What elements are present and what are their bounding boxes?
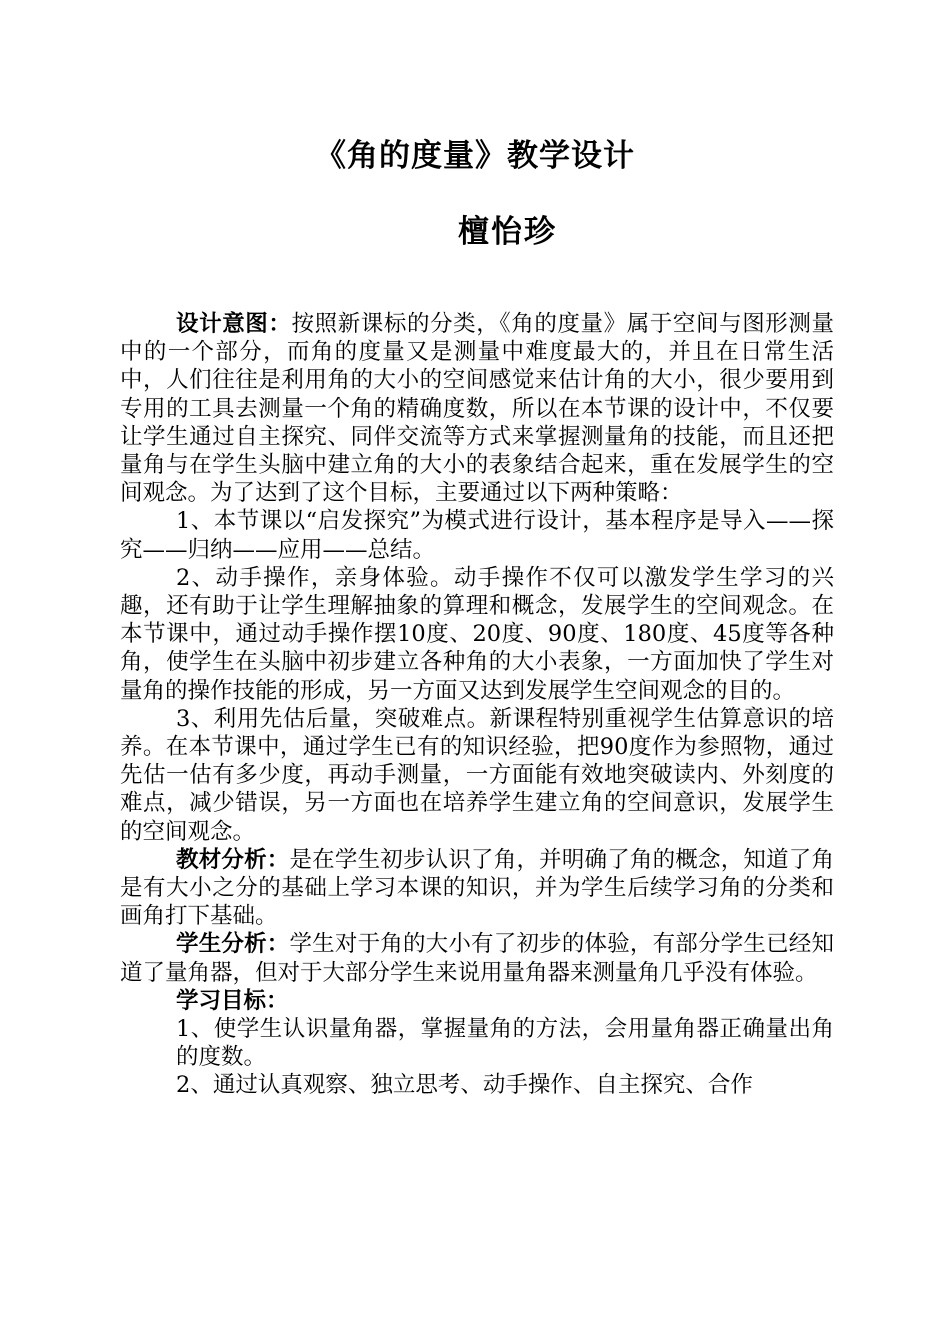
student-analysis-paragraph: [120, 930, 834, 986]
design-intent-label: 设计意图：: [176, 311, 292, 337]
design-intent-text: 按照新课标的分类，《角的度量》属于空间与图形测量中的一个部分，而角的度量又是测量中难度最大的，并且在日常生活中，人们往往是利用角的大小的空间感觉来估计角的大小，很少要用到专用的工具去测量一个角的精确度数，所以在本节课的设计中，不仅要让学生通过自主探究、同伴交流等方式来掌握测量角的技能，而且还把量角与在学生头脑中建立角的大小的表象结合起来，重在发展学生的空间观念。为了达到了这个目标，主要通过以下两种策略：: [120, 311, 834, 507]
material-analysis-label: 教材分析：: [176, 846, 290, 873]
student-analysis-text: 学生对于角的大小有了初步的体验，有部分学生已经知道了量角器，但对于大部分学生来说用量角器来测量角几乎没有体验。: [120, 931, 834, 986]
material-analysis-paragraph: [120, 846, 834, 931]
design-intent-paragraph: [120, 310, 834, 507]
document-body: [120, 310, 834, 1100]
document-title: 《角的度量》教学设计: [315, 138, 635, 174]
author-name: 檀怡珍: [458, 214, 557, 250]
learning-goals-label: 学习目标：: [176, 987, 289, 1014]
strategy-item-1: 1、本节课以“启发探究”为模式进行设计，基本程序是导入——探究——归纳——应用——总结。: [120, 508, 834, 563]
strategy-item-2: 2、动手操作，亲身体验。动手操作不仅可以激发学生学习的兴趣，还有助于让学生理解抽象的算理和概念，发展学生的空间观念。在本节课中，通过动手操作摆10度、20度、90度、180度、45度等各种角，使学生在头脑中初步建立各种角的大小表象，一方面加快了学生对量角的操作技能的形成，另一方面又达到发展学生空间观念的目的。: [120, 564, 834, 704]
learning-goal-item-1: 1、使学生认识量角器，掌握量角的方法，会用量角器正确量出角的度数。: [176, 1016, 834, 1071]
material-analysis-text: 是在学生初步认识了角，并明确了角的概念，知道了角是有大小之分的基础上学习本课的知识，并为学生后续学习角的分类和画角打下基础。: [120, 846, 834, 930]
strategy-item-3: 3、利用先估后量，突破难点。新课程特别重视学生估算意识的培养。在本节课中，通过学生已有的知识经验，把90度作为参照物，通过先估一估有多少度，再动手测量，一方面能有效地突破读内、外刻度的难点，减少错误，另一方面也在培养学生建立角的空间意识，发展学生的空间观念。: [120, 705, 834, 845]
learning-goals-heading: [120, 987, 834, 1015]
student-analysis-label: 学生分析：: [176, 931, 290, 958]
learning-goal-item-2: 2、通过认真观察、独立思考、动手操作、自主探究、合作: [176, 1072, 753, 1099]
